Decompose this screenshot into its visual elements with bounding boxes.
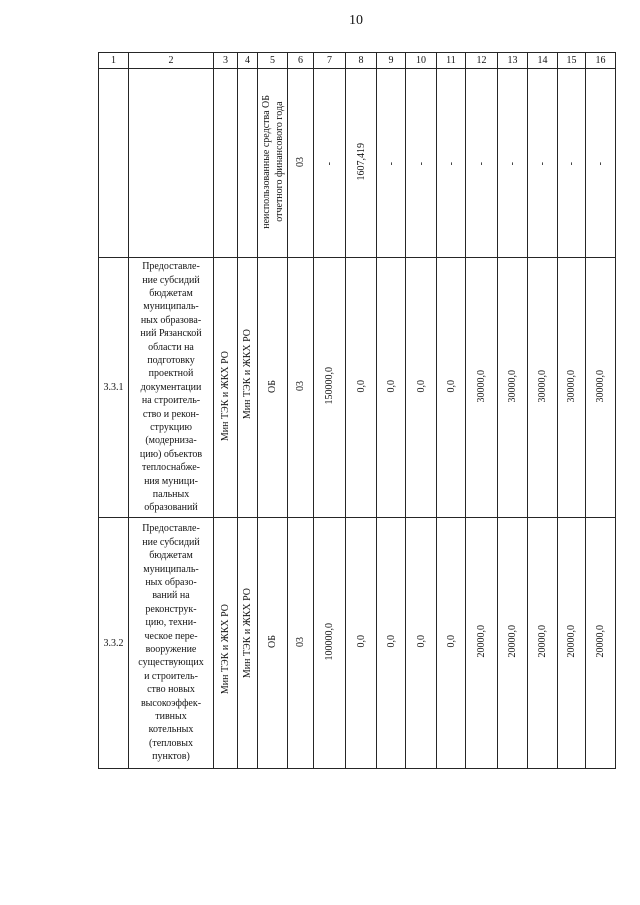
cell-value — [558, 518, 586, 769]
cell-value — [528, 69, 558, 258]
cell-text: 30000,0 — [595, 369, 606, 403]
cell-code — [288, 69, 314, 258]
cell-text: - — [415, 162, 427, 166]
cell-value — [314, 258, 346, 518]
cell-text: 0,0 — [385, 379, 397, 393]
cell-executor — [214, 258, 238, 518]
header-cell: 11 — [437, 53, 466, 69]
cell-text: 0,0 — [415, 379, 427, 393]
header-cell: 13 — [498, 53, 528, 69]
cell-executor — [214, 69, 238, 258]
cell-text: 20000,0 — [595, 625, 606, 658]
table-row — [99, 69, 616, 258]
cell-executor — [214, 518, 238, 769]
cell-funding-source — [258, 69, 288, 258]
cell-text: Мин ТЭК и ЖКХ РО — [242, 588, 253, 679]
cell-value — [498, 69, 528, 258]
cell-text: Мин ТЭК и ЖКХ РО — [220, 604, 231, 695]
header-cell: 16 — [586, 53, 616, 69]
cell-text: - — [476, 162, 487, 166]
header-cell: 7 — [314, 53, 346, 69]
header-cell: 10 — [406, 53, 437, 69]
header-cell: 9 — [377, 53, 406, 69]
cell-text: 0,0 — [385, 635, 397, 648]
cell-text: 20000,0 — [476, 625, 487, 658]
cell-text: неиспользованные средства ОБ отчетного финансового года — [260, 94, 285, 229]
table-row — [99, 258, 616, 518]
cell-text: Мин ТЭК и ЖКХ РО — [242, 328, 253, 420]
cell-number: 3.3.2 — [99, 518, 129, 769]
cell-value — [406, 518, 437, 769]
cell-value — [314, 69, 346, 258]
cell-value — [498, 258, 528, 518]
cell-text: - — [595, 162, 606, 166]
cell-text: ОБ — [267, 379, 278, 393]
cell-code — [288, 258, 314, 518]
header-row — [99, 53, 616, 69]
cell-code — [288, 518, 314, 769]
header-cell: 12 — [466, 53, 498, 69]
cell-value — [437, 258, 466, 518]
cell-executor-2 — [238, 518, 258, 769]
cell-value — [437, 518, 466, 769]
cell-value — [346, 69, 377, 258]
cell-text: 100000,0 — [324, 622, 335, 661]
cell-funding-source — [258, 258, 288, 518]
cell-value — [528, 518, 558, 769]
cell-value — [466, 69, 498, 258]
cell-value — [466, 258, 498, 518]
cell-value — [406, 69, 437, 258]
cell-value — [377, 69, 406, 258]
header-cell: 15 — [558, 53, 586, 69]
cell-text: 30000,0 — [566, 369, 577, 403]
cell-value — [528, 258, 558, 518]
cell-text: 20000,0 — [537, 625, 548, 658]
cell-text: 03 — [295, 156, 306, 167]
cell-text: Мин ТЭК и ЖКХ РО — [220, 350, 231, 442]
cell-funding-source — [258, 518, 288, 769]
cell-value — [586, 258, 616, 518]
cell-value — [346, 518, 377, 769]
cell-value — [377, 518, 406, 769]
cell-text: - — [385, 162, 397, 166]
cell-description: Предоставле- ние субсидий бюджетам муниципаль- ных образова- ний Рязанской области на подготовку проектной документации на строитель- ство и рекон- струкцию (модерниза- цию) объектов теплоснабже- ния муници- пальных образований — [129, 258, 214, 518]
cell-text: 0,0 — [445, 635, 457, 648]
cell-description: Предоставле- ние субсидий бюджетам муниципаль- ных образо- ваний на реконструк- цию, техни- ческое пере- вооружение существующих и строитель- ство новых высокоэффек- тивных котельных (тепловых пунктов) — [129, 518, 214, 769]
cell-text: 1607,419 — [355, 142, 367, 181]
cell-text: - — [566, 162, 577, 166]
cell-text: ОБ — [267, 635, 278, 648]
header-cell: 2 — [129, 53, 214, 69]
cell-executor-2 — [238, 69, 258, 258]
table-row — [99, 518, 616, 769]
cell-text: 30000,0 — [537, 369, 548, 403]
cell-text: 0,0 — [415, 635, 427, 648]
cell-value — [558, 69, 586, 258]
cell-text: 150000,0 — [324, 367, 335, 405]
budget-table — [98, 52, 616, 769]
cell-number: 3.3.1 — [99, 258, 129, 518]
cell-value — [498, 518, 528, 769]
cell-value — [437, 69, 466, 258]
cell-text: 30000,0 — [507, 369, 518, 403]
header-cell: 5 — [258, 53, 288, 69]
cell-value — [406, 258, 437, 518]
cell-value — [346, 258, 377, 518]
header-cell: 8 — [346, 53, 377, 69]
cell-text: 20000,0 — [566, 625, 577, 658]
cell-text: 0,0 — [355, 635, 367, 648]
cell-value — [466, 518, 498, 769]
header-cell: 6 — [288, 53, 314, 69]
cell-text: - — [324, 162, 335, 166]
cell-value — [558, 258, 586, 518]
cell-value — [586, 69, 616, 258]
cell-text: 0,0 — [355, 379, 367, 393]
cell-text: 03 — [295, 381, 306, 391]
cell-executor-2 — [238, 258, 258, 518]
cell-value — [586, 518, 616, 769]
header-cell: 14 — [528, 53, 558, 69]
cell-text: - — [537, 162, 548, 166]
cell-text: 30000,0 — [476, 369, 487, 403]
cell-text: - — [507, 162, 518, 166]
header-cell: 1 — [99, 53, 129, 69]
cell-text: 0,0 — [445, 379, 457, 393]
header-cell: 3 — [214, 53, 238, 69]
cell-text: - — [445, 162, 457, 166]
header-cell: 4 — [238, 53, 258, 69]
cell-value — [314, 518, 346, 769]
cell-text: 20000,0 — [507, 625, 518, 658]
page-number: 10 — [349, 13, 363, 28]
cell-number — [99, 69, 129, 258]
cell-text: 03 — [295, 636, 306, 647]
cell-description — [129, 69, 214, 258]
cell-value — [377, 258, 406, 518]
